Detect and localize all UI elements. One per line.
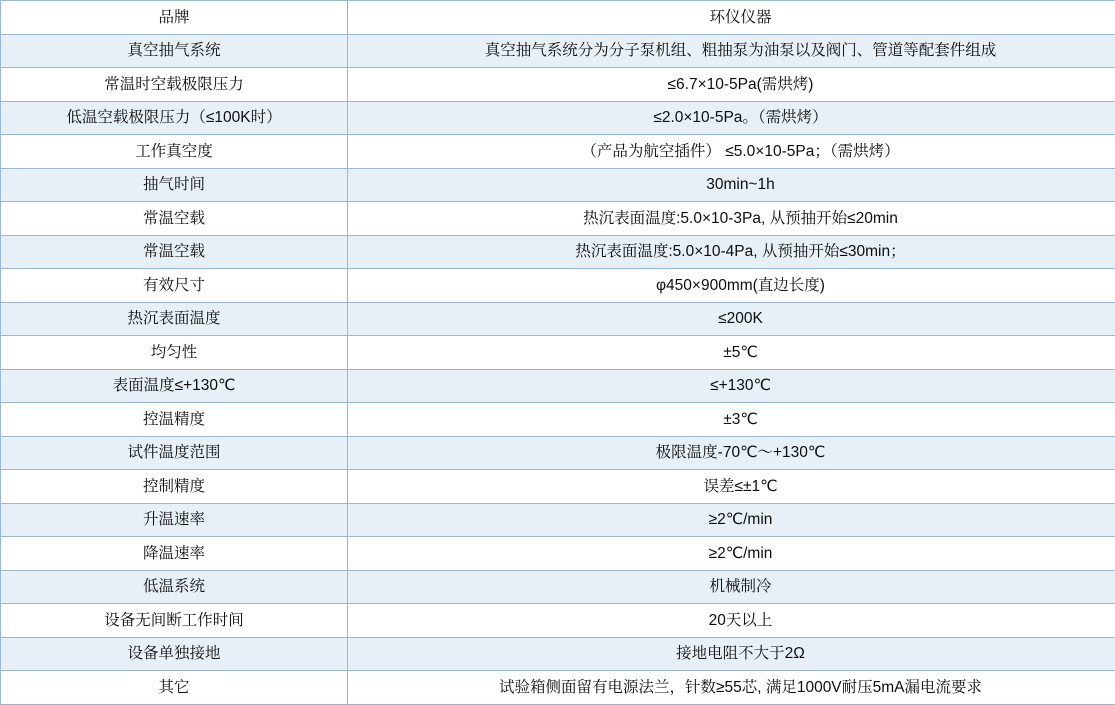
spec-value-cell: ±5℃: [348, 336, 1115, 370]
spec-label-cell: 常温空载: [1, 202, 348, 236]
table-row: [1, 135, 1115, 169]
specification-table-body: [1, 1, 1115, 705]
spec-value-cell: 接地电阻不大于2Ω: [348, 637, 1115, 671]
spec-label-cell: 降温速率: [1, 537, 348, 571]
table-row: [1, 436, 1115, 470]
spec-label-cell: 低温系统: [1, 570, 348, 604]
spec-value-cell: （产品为航空插件） ≤5.0×10-5Pa；（需烘烤）: [348, 135, 1115, 169]
table-row: [1, 336, 1115, 370]
spec-value-cell: ≤2.0×10-5Pa。（需烘烤）: [348, 101, 1115, 135]
spec-label-cell: 升温速率: [1, 503, 348, 537]
spec-label-cell: 均匀性: [1, 336, 348, 370]
spec-label-cell: 设备无间断工作时间: [1, 604, 348, 638]
spec-value-cell: ±3℃: [348, 403, 1115, 437]
spec-value-cell: 机械制冷: [348, 570, 1115, 604]
spec-value-cell: 极限温度-70℃～+130℃: [348, 436, 1115, 470]
spec-label-cell: 低温空载极限压力（≤100K时）: [1, 101, 348, 135]
table-row: [1, 671, 1115, 705]
table-row: [1, 235, 1115, 269]
table-row: [1, 470, 1115, 504]
spec-label-cell: 控制精度: [1, 470, 348, 504]
spec-value-cell: 试验箱侧面留有电源法兰，针数≥55芯, 满足1000V耐压5mA漏电流要求: [348, 671, 1115, 705]
spec-label-cell: 其它: [1, 671, 348, 705]
table-row: [1, 269, 1115, 303]
spec-value-cell: ≤200K: [348, 302, 1115, 336]
spec-value-cell: 热沉表面温度:5.0×10-4Pa, 从预抽开始≤30min；: [348, 235, 1115, 269]
table-row: [1, 403, 1115, 437]
table-row: [1, 570, 1115, 604]
table-row: [1, 34, 1115, 68]
spec-value-cell: φ450×900mm(直边长度): [348, 269, 1115, 303]
table-row: [1, 537, 1115, 571]
spec-value-cell: ≥2℃/min: [348, 503, 1115, 537]
spec-label-cell: 抽气时间: [1, 168, 348, 202]
spec-label-cell: 热沉表面温度: [1, 302, 348, 336]
spec-label-cell: 控温精度: [1, 403, 348, 437]
spec-label-cell: 工作真空度: [1, 135, 348, 169]
spec-label-cell: 常温时空载极限压力: [1, 68, 348, 102]
spec-value-cell: ≥2℃/min: [348, 537, 1115, 571]
table-row: [1, 202, 1115, 236]
spec-label-cell: 设备单独接地: [1, 637, 348, 671]
table-row: [1, 637, 1115, 671]
spec-value-cell: 环仪仪器: [348, 1, 1115, 35]
table-row: [1, 1, 1115, 35]
spec-value-cell: 误差≤±1℃: [348, 470, 1115, 504]
spec-label-cell: 有效尺寸: [1, 269, 348, 303]
spec-label-cell: 常温空载: [1, 235, 348, 269]
table-row: [1, 604, 1115, 638]
spec-label-cell: 表面温度≤+130℃: [1, 369, 348, 403]
spec-value-cell: ≤+130℃: [348, 369, 1115, 403]
spec-value-cell: 20天以上: [348, 604, 1115, 638]
spec-value-cell: 30min~1h: [348, 168, 1115, 202]
table-row: [1, 101, 1115, 135]
spec-value-cell: 热沉表面温度:5.0×10-3Pa, 从预抽开始≤20min: [348, 202, 1115, 236]
table-row: [1, 369, 1115, 403]
spec-label-cell: 品牌: [1, 1, 348, 35]
spec-value-cell: 真空抽气系统分为分子泵机组、粗抽泵为油泵以及阀门、管道等配套件组成: [348, 34, 1115, 68]
table-row: [1, 68, 1115, 102]
spec-value-cell: ≤6.7×10-5Pa(需烘烤): [348, 68, 1115, 102]
spec-label-cell: 真空抽气系统: [1, 34, 348, 68]
table-row: [1, 503, 1115, 537]
table-row: [1, 168, 1115, 202]
table-row: [1, 302, 1115, 336]
spec-label-cell: 试件温度范围: [1, 436, 348, 470]
